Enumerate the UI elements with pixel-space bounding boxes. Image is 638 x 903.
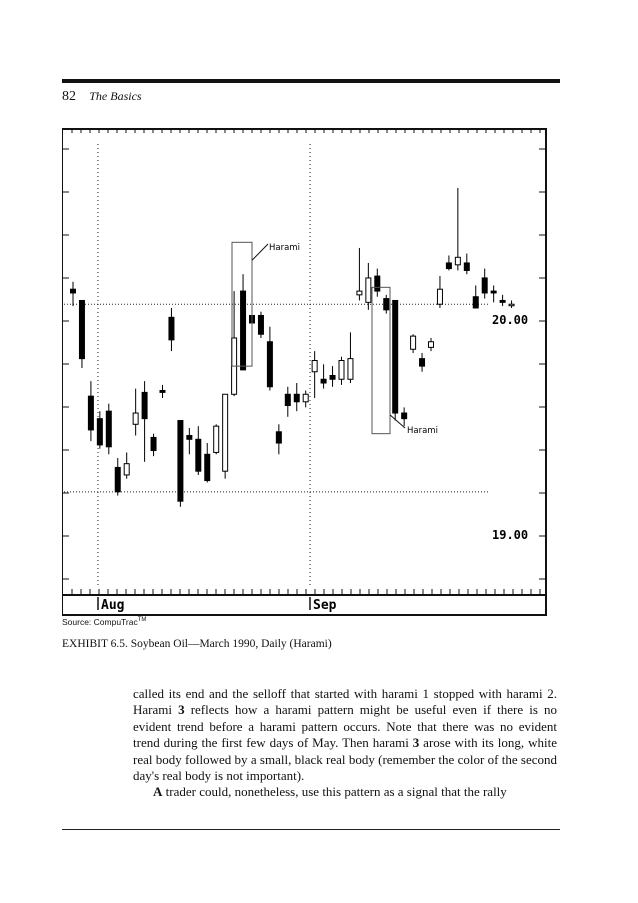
- trademark-mark: TM: [137, 617, 147, 624]
- candle-body-black: [473, 297, 478, 308]
- body-span: called its end and the selloff that started with harami 1 stopped with harami 2. Harami: [133, 686, 557, 718]
- candle-body-black: [196, 439, 201, 471]
- candle-body-black: [71, 289, 76, 293]
- x-label-aug: Aug: [101, 598, 125, 613]
- candle-body-black: [420, 359, 425, 367]
- candle-body-black: [267, 342, 272, 387]
- y-label-19: 19.00: [492, 528, 529, 542]
- body-span: trader could, nonetheless, use this pattern as a signal that the rally: [162, 784, 507, 800]
- chart-frame: [62, 129, 546, 615]
- candle-body-white: [124, 464, 129, 475]
- candle-body-black: [169, 317, 174, 340]
- candle-body-black: [106, 411, 111, 447]
- candle-body-black: [500, 300, 505, 302]
- candle-body-black: [294, 394, 299, 402]
- candle-body-white: [357, 291, 362, 295]
- paragraph-lead: A: [153, 784, 163, 800]
- figure-caption: EXHIBIT 6.5. Soybean Oil—March 1990, Daily (Harami): [62, 638, 332, 650]
- candle-body-black: [446, 263, 451, 269]
- candle-body-black: [88, 396, 93, 430]
- section-title: The Basics: [89, 89, 142, 103]
- x-label-sep: Sep: [313, 598, 337, 613]
- harami-number: 3: [412, 735, 420, 751]
- candlestick-chart: [62, 126, 548, 617]
- candle-body-black: [142, 392, 147, 418]
- candle-body-black: [375, 276, 380, 291]
- top-rule: [62, 79, 560, 83]
- paragraph-2: [133, 784, 557, 800]
- body-text: [133, 686, 557, 801]
- harami-leader-1: [252, 244, 268, 260]
- candle-body-black: [241, 291, 246, 370]
- candle-body-black: [321, 379, 326, 383]
- candle-body-black: [178, 421, 183, 502]
- candle-body-black: [393, 300, 398, 413]
- annotation-harami-2: Harami: [407, 426, 438, 436]
- candle-body-black: [160, 391, 165, 393]
- candle-body-black: [205, 454, 210, 480]
- paragraph-1: [133, 686, 557, 784]
- harami-number: 3: [178, 702, 185, 718]
- candle-body-black: [482, 278, 487, 293]
- body-span: arose with its long, white real body followed by a small, black real body (remember the color of the second day's real body is not important).: [133, 735, 557, 784]
- candle-body-white: [509, 304, 514, 306]
- candle-body-white: [455, 257, 460, 265]
- candle-body-white: [348, 359, 353, 380]
- candle-body-white: [133, 413, 138, 424]
- candle-body-white: [312, 361, 317, 372]
- page-number: 82: [62, 89, 76, 104]
- candle-body-black: [151, 437, 156, 450]
- body-span: reflects how a harami pattern might be useful even if there is no evident trend before a harami pattern occurs. Note that there was no evident trend during the first few days of May. Then harami: [133, 702, 558, 751]
- candle-body-white: [339, 361, 344, 380]
- figure-source: [62, 617, 146, 627]
- source-label: Source: CompuTrac: [62, 617, 138, 627]
- candle-body-black: [402, 413, 407, 419]
- candle-body-black: [79, 300, 84, 358]
- y-label-20: 20.00: [492, 313, 529, 327]
- candle-body-black: [258, 315, 263, 334]
- candle-body-white: [411, 336, 416, 349]
- running-header: [62, 88, 142, 105]
- candle-body-black: [276, 432, 281, 443]
- candle-body-white: [429, 342, 434, 348]
- candle-body-white: [437, 289, 442, 304]
- bottom-rule: [62, 829, 560, 830]
- candle-body-black: [491, 291, 496, 293]
- candle-body-white: [214, 426, 219, 452]
- candle-body-white: [223, 394, 228, 471]
- candle-body-black: [330, 376, 335, 380]
- candle-body-black: [285, 394, 290, 405]
- candle-body-black: [97, 419, 102, 445]
- candle-body-black: [384, 299, 389, 310]
- candle-body-black: [115, 467, 120, 491]
- candle-body-black: [464, 263, 469, 271]
- annotation-harami-1: Harami: [269, 243, 300, 253]
- candle-body-black: [187, 436, 192, 440]
- candle-body-white: [366, 278, 371, 302]
- candle-body-white: [303, 394, 308, 402]
